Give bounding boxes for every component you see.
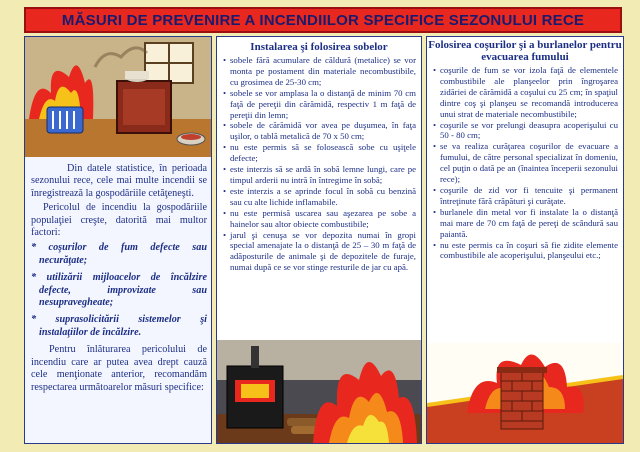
left-text xyxy=(31,163,207,394)
stoves-heading: Instalarea şi folosirea sobelor xyxy=(250,41,388,53)
outro-paragraph: Pentru înlăturarea pericolului de incendiu care ar putea avea drept cauză cele menţionate anterior, recomandăm respectarea următoarelor măsuri specifice: xyxy=(31,344,207,393)
list-item: • se va realiza curăţarea coşurilor de evacuare a fumului, de către personal specializat în domeniu, cel puţin o dată pe an (înaintea începerii sezonului rece); xyxy=(433,141,618,185)
list-item: • burlanele din metal vor fi instalate la o distanţă mai mare de 70 cm faţă de pereţi de scândură sau paiantă. xyxy=(433,207,618,240)
list-item: • jarul şi cenuşa se vor depozita numai în gropi special amenajate la o distanţă de 25 – 30 m faţă de adăposturile de animale şi de depozitele de furaje, numai după ce se vor stinge resturile de jar cu apă. xyxy=(223,230,416,274)
list-item: • sobele de cărămidă vor avea pe duşumea, în faţa uşilor, o tablă metalică de 70 x 50 cm; xyxy=(223,120,416,142)
list-item: • sobele se vor amplasa la o distanţă de minim 70 cm faţă de pereţii din cărămidă, respectiv 1 m faţă de pereţii din lemn; xyxy=(223,88,416,121)
list-item: • nu este permisă uscarea sau aşezarea pe sobe a hainelor sau altor obiecte combustibile; xyxy=(223,208,416,230)
chimney-fire-illustration xyxy=(427,343,623,443)
chimneys-heading: Folosirea coşurilor şi a burlanelor pentru evacuarea fumului xyxy=(428,39,622,63)
page-title: MĂSURI DE PREVENIRE A INCENDIILOR SPECIFICE SEZONULUI RECE xyxy=(61,11,585,29)
middle-column xyxy=(216,36,422,444)
list-item: • sobele fără acumulare de căldură (metalice) se vor monta pe postament din materiale necombustibile, cu grosimea de 25-30 cm; xyxy=(223,55,416,88)
list-item: * suprasolicitării sistemelor şi instalaţiilor de încălzire. xyxy=(31,314,207,338)
stoves-list xyxy=(217,53,421,273)
room-fire-illustration xyxy=(25,37,211,157)
stove-fire-illustration xyxy=(217,340,421,443)
factors-intro: Pericolul de incendiu la gospodăriile populaţiei creşte, datorită mai multor factori: xyxy=(31,202,207,239)
list-item: • este interzis să se ardă în sobă lemne lungi, care pe timpul arderii nu intră în întregime în sobă; xyxy=(223,164,416,186)
right-column xyxy=(426,36,624,444)
list-item: • nu este permis ca în coşuri să fie zidite elemente combustibile ale acoperişului, planşeului etc.; xyxy=(433,240,618,262)
list-item: • coşurile de fum se vor izola faţă de elementele combustibile ale planşeelor prin îngroşarea zidăriei de cărămidă a coşului cu 25 cm; în spaţiul dintre coş şi planşeu se recomandă introducerea unui strat de materiale necombustibile; xyxy=(433,65,618,120)
intro-paragraph: Din datele statistice, în perioada sezonului rece, cele mai multe incendii se înregistrează la gospodăriile cetăţeneşti. xyxy=(31,163,207,199)
factors-list xyxy=(31,242,207,339)
left-column xyxy=(24,36,212,444)
list-item: * coşurilor de fum defecte sau necurăţate; xyxy=(31,242,207,266)
list-item: • coşurile de zid vor fi tencuite şi permanent întreţinute fără crăpături şi curăţate. xyxy=(433,185,618,207)
list-item: • nu este permis să se folosească sobe cu uşiţele defecte; xyxy=(223,142,416,164)
list-item: • coşurile se vor prelungi deasupra acoperişului cu 50 - 80 cm; xyxy=(433,120,618,142)
chimneys-list xyxy=(427,63,623,261)
list-item: * utilizării mijloacelor de încălzire defecte, improvizate sau nesupravegheate; xyxy=(31,272,207,309)
list-item: • este interzis a se aprinde focul în sobă cu benzină sau cu alte lichide inflamabile. xyxy=(223,186,416,208)
title-banner xyxy=(24,7,622,33)
